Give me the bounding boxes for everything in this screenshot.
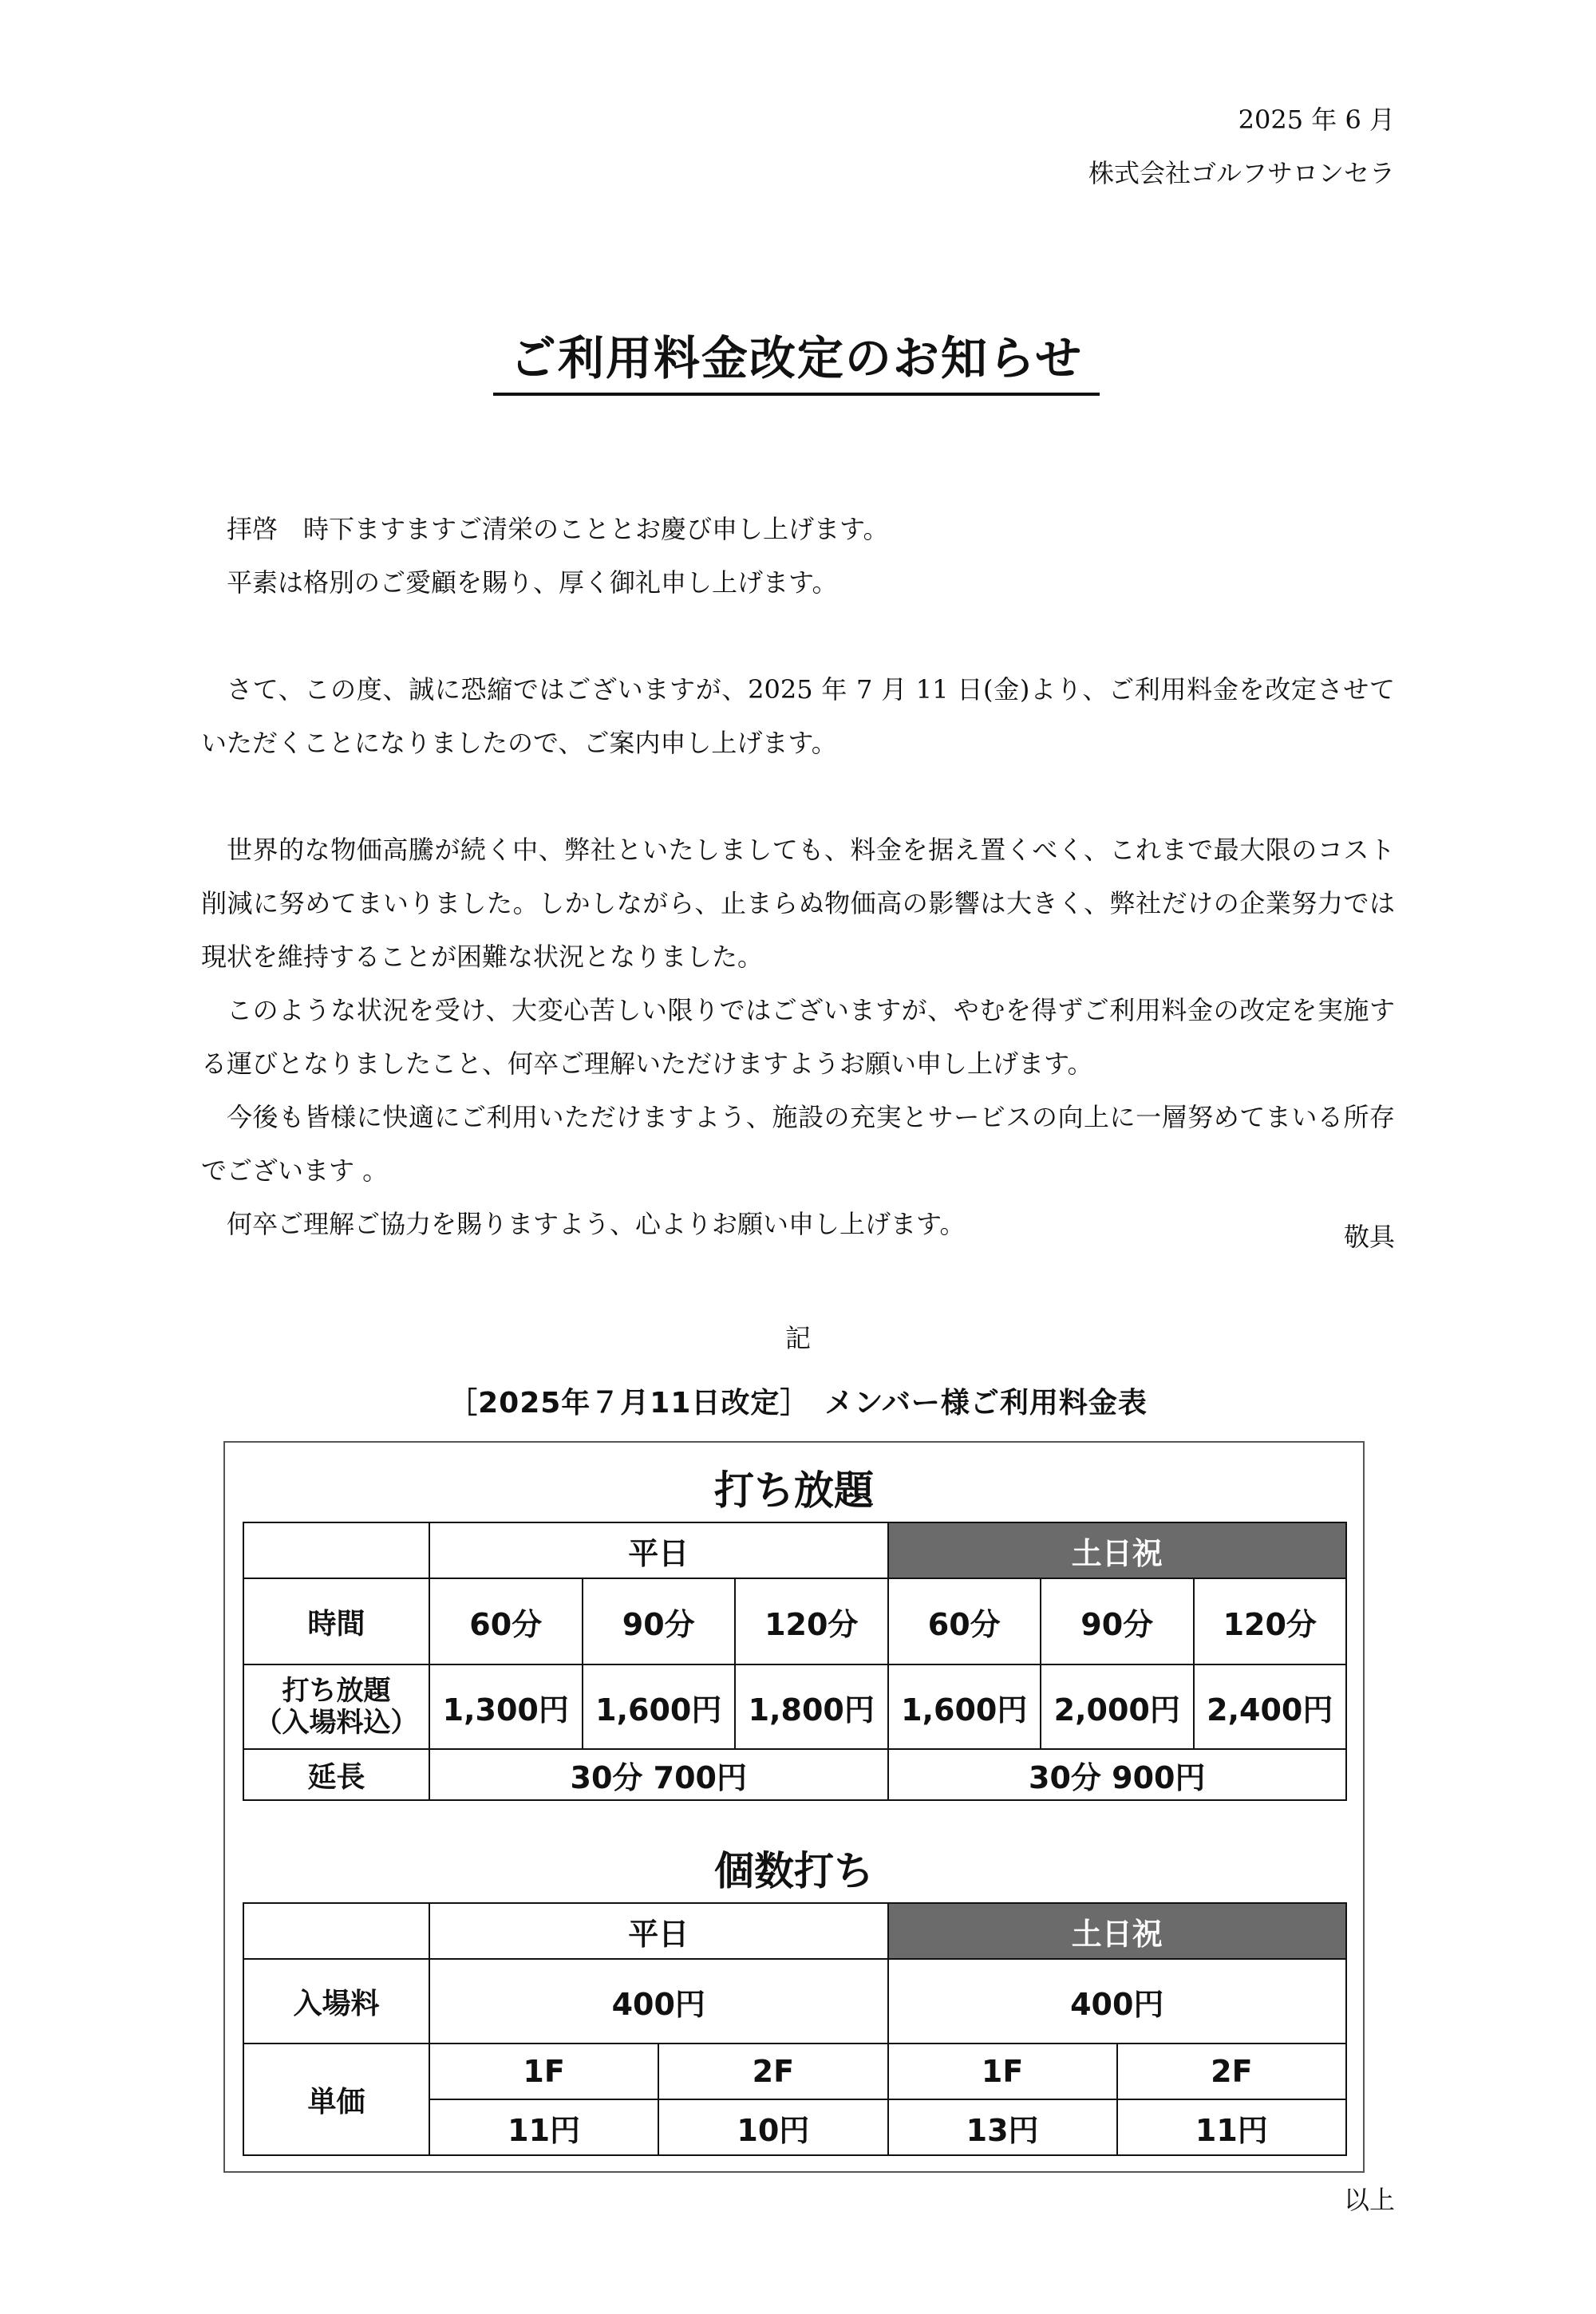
time-cell: 60分 — [429, 1578, 583, 1664]
fee-table-frame — [223, 1441, 1365, 2173]
greeting-paragraph: 拝啓 時下ますますご清栄のこととお慶び申し上げます。 — [227, 514, 889, 544]
commitment-paragraph: 今後も皆様に快適にご利用いただけますよう、施設の充実とサービスの向上に一層努めてまいる所存でございます 。 — [201, 1102, 1395, 1186]
fee-cell: 1,300円 — [429, 1664, 583, 1749]
request-paragraph: このような状況を受け、大変心苦しい限りではございますが、やむを得ずご利用料金の改定を実施する運びとなりましたこと、何卒ご理解いただけますようお願い申し上げます。 — [201, 995, 1395, 1079]
floor-cell: 2F — [658, 2044, 887, 2099]
fee-cell: 1,600円 — [583, 1664, 736, 1749]
unlimited-fee-label-line1: 打ち放題 — [282, 1675, 391, 1707]
extension-weekday-cell: 30分 700円 — [429, 1749, 888, 1800]
announcement-paragraph: さて、この度、誠に恐縮ではございますが、2025 年 7 月 11 日(金)より、ご利用料金を改定させていただくことになりましたので、ご案内申し上げます。 — [201, 674, 1395, 758]
extension-label: 延長 — [243, 1749, 429, 1800]
reason-paragraph: 世界的な物価高騰が続く中、弊社といたしましても、料金を据え置くべく、これまで最大限のコスト削減に努めてまいりました。しかしながら、止まらぬ物価高の影響は大きく、弊社だけの企業努力では現状を維持することが困難な状況となりました。 — [201, 835, 1395, 972]
unlimited-fee-label-line2: （入場料込） — [255, 1707, 418, 1739]
entry-fee-weekend: 400円 — [888, 1959, 1347, 2044]
table-row — [243, 1522, 1346, 1578]
weekday-header: 平日 — [429, 1903, 888, 1959]
end-mark: 以上 — [1343, 2185, 1395, 2215]
letter-body — [201, 503, 1395, 1251]
table-row — [243, 1578, 1346, 1664]
unit-price-cell: 11円 — [1117, 2099, 1346, 2155]
unlimited-section-title: 打ち放題 — [714, 1467, 874, 1514]
fee-table-title: ［2025年７月11日改定］ メンバー様ご利用料金表 — [448, 1387, 1148, 1420]
unit-price-cell: 10円 — [658, 2099, 887, 2155]
fee-cell: 1,800円 — [735, 1664, 888, 1749]
unlimited-fee-label — [243, 1664, 429, 1749]
fee-cell: 2,000円 — [1041, 1664, 1194, 1749]
table-row — [243, 1749, 1346, 1800]
empty-header-cell — [243, 1903, 429, 1959]
time-cell: 90分 — [583, 1578, 736, 1664]
unit-price-label: 単価 — [243, 2044, 429, 2155]
per-ball-section-title: 個数打ち — [714, 1848, 874, 1894]
floor-cell: 2F — [1117, 2044, 1346, 2099]
weekday-header: 平日 — [429, 1522, 888, 1578]
table-row — [243, 2044, 1346, 2099]
unlimited-fee-table — [243, 1522, 1347, 1801]
extension-weekend-cell: 30分 900円 — [888, 1749, 1347, 1800]
fee-cell: 1,600円 — [888, 1664, 1041, 1749]
time-label: 時間 — [243, 1578, 429, 1664]
time-cell: 120分 — [1194, 1578, 1347, 1664]
weekend-header: 土日祝 — [888, 1903, 1347, 1959]
document-title: ご利用料金改定のお知らせ — [493, 321, 1100, 396]
entry-fee-label: 入場料 — [243, 1959, 429, 2044]
time-cell: 90分 — [1041, 1578, 1194, 1664]
entry-fee-weekday: 400円 — [429, 1959, 888, 2044]
table-row — [243, 1903, 1346, 1959]
table-row — [243, 1959, 1346, 2044]
per-ball-fee-table — [243, 1902, 1347, 2156]
weekend-header: 土日祝 — [888, 1522, 1347, 1578]
closing-word: 敬具 — [1343, 1222, 1395, 1252]
time-cell: 60分 — [888, 1578, 1041, 1664]
closing-request-paragraph: 何卒ご理解ご協力を賜りますよう、心よりお願い申し上げます。 — [227, 1209, 966, 1239]
unit-price-cell: 11円 — [429, 2099, 658, 2155]
time-cell: 120分 — [735, 1578, 888, 1664]
unit-price-cell: 13円 — [888, 2099, 1117, 2155]
floor-cell: 1F — [429, 2044, 658, 2099]
company-name: 株式会社ゴルフサロンセラ — [1088, 158, 1395, 188]
floor-cell: 1F — [888, 2044, 1117, 2099]
thanks-paragraph: 平素は格別のご愛顧を賜り、厚く御礼申し上げます。 — [227, 567, 838, 598]
ki-mark: 記 — [784, 1323, 811, 1353]
table-row — [243, 1664, 1346, 1749]
empty-header-cell — [243, 1522, 429, 1578]
fee-cell: 2,400円 — [1194, 1664, 1347, 1749]
issue-date: 2025 年 6 月 — [1238, 105, 1395, 135]
